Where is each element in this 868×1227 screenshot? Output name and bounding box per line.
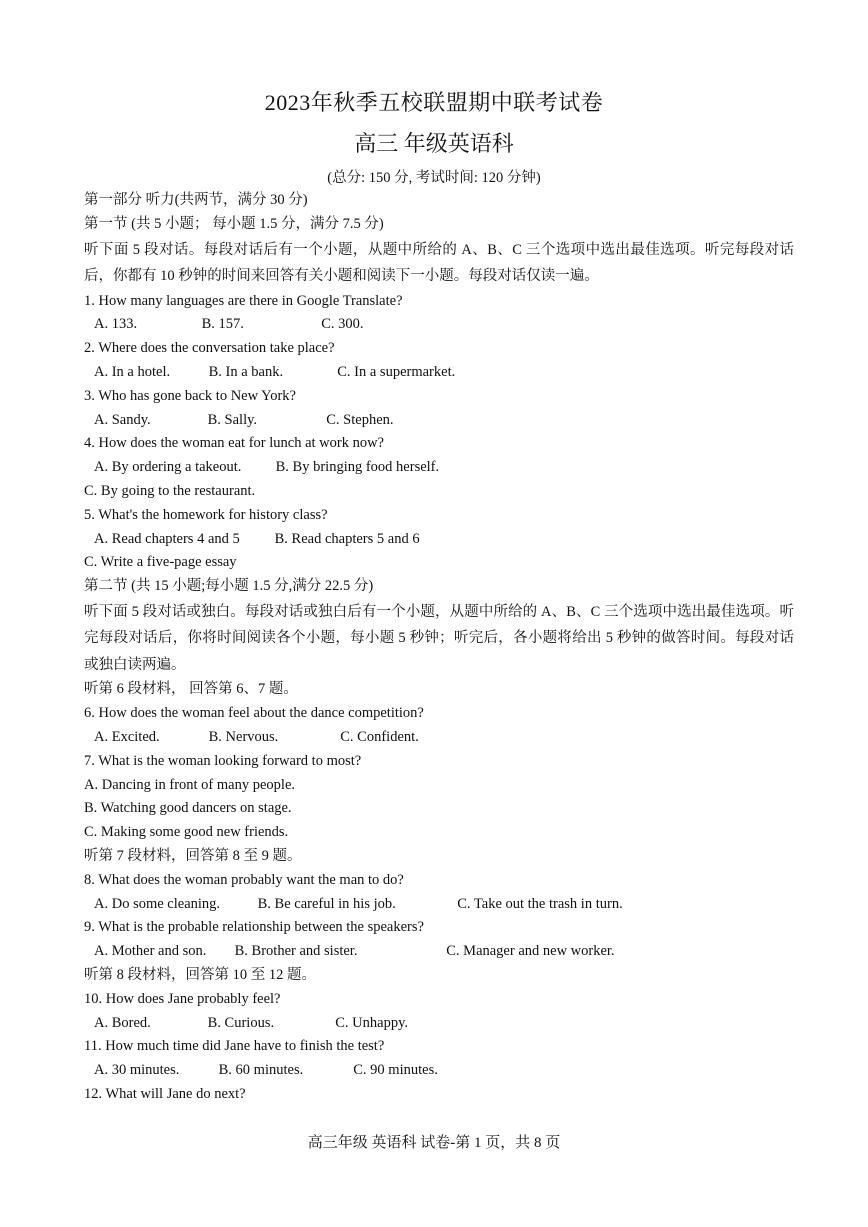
question-options	[84, 726, 794, 750]
option-a: A. Dancing in front of many people.	[84, 776, 296, 793]
exam-content	[84, 189, 794, 1107]
material-7-note: 听第 7 段材料，回答第 8 至 9 题。	[84, 848, 302, 865]
question-stem: 7. What is the woman looking forward to most?	[84, 752, 362, 769]
exam-title: 2023年秋季五校联盟期中联考试卷	[264, 90, 604, 115]
question-stem: 5. What's the homework for history class?	[84, 506, 328, 523]
question-stem: 9. What is the probable relationship between the speakers?	[84, 919, 424, 936]
question-stem: 6. How does the woman feel about the dance competition?	[84, 705, 424, 722]
option-c: C. Take out the trash in turn.	[457, 895, 623, 912]
option-a: A. In a hotel.	[94, 363, 171, 380]
question-options	[84, 893, 794, 917]
option-b: B. In a bank.	[208, 363, 284, 380]
option-c: C. In a supermarket.	[337, 363, 456, 380]
option-a: A. Bored.	[94, 1014, 151, 1031]
question-stem: 2. Where does the conversation take place?	[84, 340, 335, 357]
question-options	[84, 361, 794, 385]
question-stem: 12. What will Jane do next?	[84, 1086, 246, 1102]
option-c: C. Stephen.	[326, 411, 394, 428]
material-8-note: 听第 8 段材料，回答第 10 至 12 题。	[84, 967, 316, 984]
option-a: A. 30 minutes.	[94, 1062, 180, 1079]
option-b: B. Brother and sister.	[234, 943, 358, 960]
option-a: A. Read chapters 4 and 5	[94, 530, 240, 547]
question-stem: 11. How much time did Jane have to finish the test?	[84, 1038, 385, 1055]
page-footer: 高三年级 英语科 试卷-第 1 页，共 8 页	[307, 1135, 561, 1151]
section2-heading: 第二节 (共 15 小题;每小题 1.5 分,满分 22.5 分)	[84, 578, 374, 595]
question-options	[84, 456, 794, 480]
option-c: C. Confident.	[340, 729, 419, 746]
option-a: A. By ordering a takeout.	[94, 459, 242, 476]
question-options	[84, 1059, 794, 1083]
question-stem: 8. What does the woman probably want the man to do?	[84, 871, 404, 888]
option-a: A. Do some cleaning.	[94, 895, 221, 912]
exam-subtitle: 高三 年级英语科	[354, 131, 514, 156]
question-stem: 4. How does the woman eat for lunch at work now?	[84, 435, 384, 452]
option-c: C. Manager and new worker.	[446, 943, 615, 960]
section1-heading: 第一节 (共 5 小题； 每小题 1.5 分，满分 7.5 分)	[84, 215, 384, 232]
option-b: B. By bringing food herself.	[275, 459, 440, 476]
question-stem: 10. How does Jane probably feel?	[84, 990, 281, 1007]
material-6-note: 听第 6 段材料， 回答第 6、7 题。	[84, 681, 298, 698]
exam-meta: (总分: 150 分, 考试时间: 120 分钟)	[327, 170, 541, 186]
option-a: A. 133.	[94, 316, 138, 333]
option-c: C. 300.	[321, 316, 364, 333]
option-b: B. Curious.	[207, 1014, 275, 1031]
question-stem: 3. Who has gone back to New York?	[84, 387, 296, 404]
option-b: B. Nervous.	[208, 729, 279, 746]
option-b: B. 60 minutes.	[218, 1062, 304, 1079]
question-options	[84, 313, 794, 337]
option-a: A. Excited.	[94, 729, 160, 746]
question-options	[84, 940, 794, 964]
option-b: B. Read chapters 5 and 6	[274, 530, 420, 547]
section2-instructions: 听下面 5 段对话或独白。每段对话或独白后有一个小题，从题中所给的 A、B、C 三个选项中选出最佳选项。听完每段对话后，你将时间阅读各个小题，每小题 5 秒钟；听完后，各小题将给出 5 秒钟的做答时间。每段对话或独白读两遍。	[84, 603, 794, 673]
part1-heading: 第一部分 听力(共两节，满分 30 分)	[84, 192, 308, 208]
option-a: A. Mother and son.	[94, 943, 207, 960]
option-c: C. By going to the restaurant.	[84, 482, 256, 499]
question-options	[84, 409, 794, 433]
option-c: C. Unhappy.	[335, 1014, 409, 1031]
option-c: C. Making some good new friends.	[84, 824, 289, 841]
question-stem: 1. How many languages are there in Google Translate?	[84, 292, 403, 309]
question-options	[84, 1012, 794, 1036]
option-b: B. 157.	[201, 316, 244, 333]
option-c: C. Write a five-page essay	[84, 554, 237, 571]
question-options	[84, 528, 794, 552]
option-b: B. Watching good dancers on stage.	[84, 800, 292, 817]
option-b: B. Be careful in his job.	[257, 895, 396, 912]
option-a: A. Sandy.	[94, 411, 151, 428]
option-b: B. Sally.	[207, 411, 258, 428]
section1-instructions: 听下面 5 段对话。每段对话后有一个小题，从题中所给的 A、B、C 三个选项中选出最佳选项。听完每段对话后，你都有 10 秒钟的时间来回答有关小题和阅读下一小题。每段对话仅读一遍。	[84, 241, 794, 285]
option-c: C. 90 minutes.	[353, 1062, 438, 1079]
